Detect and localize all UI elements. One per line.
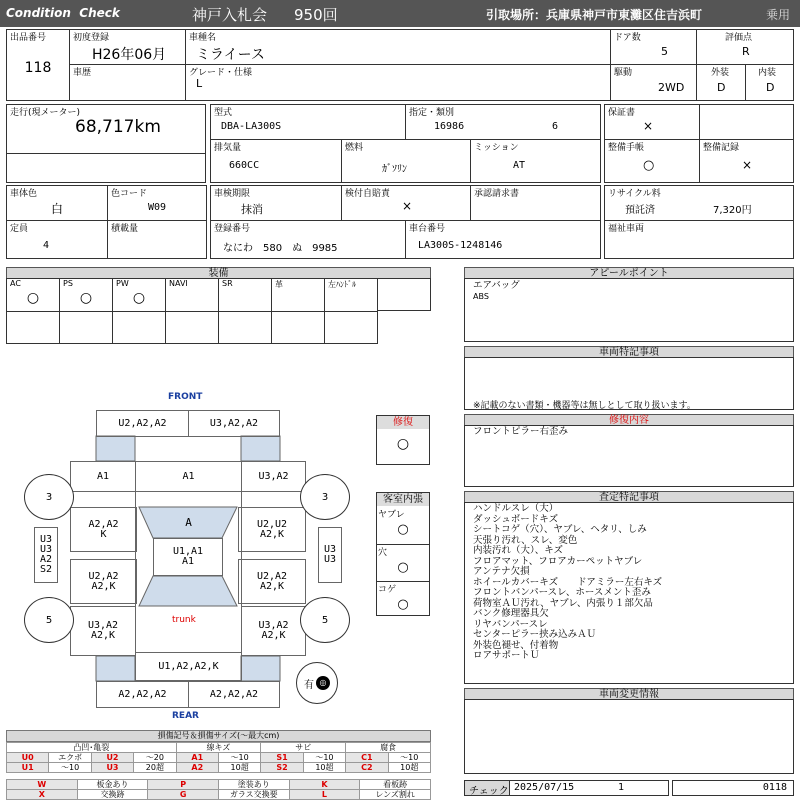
cabin-title: 客室内張 bbox=[377, 493, 429, 506]
inspection-value: 抹消 bbox=[241, 203, 263, 216]
color-code-value: W09 bbox=[148, 202, 167, 213]
inspection-note-line: フロントバンパースレ、ホースメント歪み bbox=[473, 587, 651, 598]
capacity-cell: 定員 4 bbox=[6, 220, 108, 259]
mileage-value: 68,717km bbox=[75, 117, 161, 137]
repair-detail-line: フロントピラー右歪み bbox=[473, 426, 569, 437]
legend-desc: ガラス交換要 bbox=[218, 790, 289, 800]
check-date-cell bbox=[509, 780, 669, 796]
changes-header: 車両変更情報 bbox=[464, 688, 794, 700]
roof: U1,A1 A1 bbox=[153, 538, 223, 576]
appeal-header: アピールポイント bbox=[464, 267, 794, 279]
rear-bumper-right: A2,A2,A2 bbox=[188, 681, 280, 708]
inspection-cell: 車検期限 抹消 bbox=[210, 185, 342, 221]
inspection-note-line: 外装色褪せ、付着物 bbox=[473, 639, 559, 651]
score-value: R bbox=[742, 45, 750, 58]
trunk-lid: U1,A2,A2,K bbox=[135, 652, 242, 681]
equipment-label: PW bbox=[116, 279, 129, 288]
legend-code: U1 bbox=[7, 763, 49, 773]
liability-value: × bbox=[402, 199, 413, 213]
front-right-door: U2,U2 A2,K bbox=[238, 507, 306, 552]
cabin-item-value: ○ bbox=[397, 560, 409, 575]
capacity-value: 4 bbox=[43, 240, 50, 251]
class-number: 6 bbox=[552, 121, 559, 132]
hood-center: A1 bbox=[135, 461, 242, 492]
front-bumper-right: U3,A2,A2 bbox=[188, 410, 280, 437]
model-code-cell: 型式 DBA-LA300S bbox=[210, 104, 406, 140]
manual-value: ○ bbox=[643, 158, 655, 173]
legend-code: L bbox=[289, 790, 360, 800]
hood-left: A1 bbox=[70, 461, 136, 492]
transmission-value: AT bbox=[513, 160, 526, 171]
category-label: 乗用 bbox=[766, 8, 791, 22]
grade-spec-cell: グレード・仕様 L bbox=[185, 64, 611, 101]
appeal-box bbox=[464, 278, 794, 342]
legend-desc: 10超 bbox=[303, 763, 345, 773]
fuel-value: ｶﾞｿﾘﾝ bbox=[382, 164, 407, 175]
drive-cell: 駆動 2WD bbox=[610, 64, 697, 101]
auction-name: 神戸入札会 bbox=[192, 6, 268, 24]
inspection-note-line: バンク修理器具欠 bbox=[473, 608, 549, 619]
equipment-header: 装備 bbox=[6, 267, 431, 279]
load-cell: 積載量 bbox=[107, 220, 207, 259]
auction-session: 950回 bbox=[294, 6, 338, 24]
chassis-cell: 車台番号 LA300S-1248146 bbox=[405, 220, 601, 259]
legend-code: X bbox=[7, 790, 78, 800]
equipment-label: PS bbox=[63, 279, 73, 288]
body-outline bbox=[135, 492, 242, 652]
changes-box bbox=[464, 699, 794, 774]
approval-cell: 承認請求書 bbox=[470, 185, 601, 221]
liability-cell: 検付自賠責 × bbox=[341, 185, 471, 221]
score-cell: 評価点 R bbox=[696, 29, 794, 65]
cabin-item-label: 穴 bbox=[378, 548, 388, 558]
registration-cell: 登録番号 なにわ 580 ぬ 9985 bbox=[210, 220, 406, 259]
front-left-door: A2,A2 K bbox=[70, 507, 137, 552]
windshield: A bbox=[185, 516, 192, 529]
cabin-item-value: ○ bbox=[397, 597, 409, 612]
interior-value: D bbox=[766, 81, 775, 94]
doors-value: 5 bbox=[661, 45, 668, 58]
footer-number-cell bbox=[672, 780, 794, 796]
legend bbox=[6, 730, 431, 800]
chassis-value: LA300S-1248146 bbox=[418, 240, 503, 251]
legend-desc: エクボ bbox=[49, 753, 91, 763]
spare-tire bbox=[296, 662, 338, 704]
trunk-label: trunk bbox=[172, 615, 196, 625]
tire-rear-right: 5 bbox=[300, 597, 350, 643]
repair-value: ○ bbox=[396, 436, 410, 452]
check-count: 1 bbox=[618, 782, 625, 793]
cabin-item-value: ○ bbox=[397, 522, 409, 537]
rear-left-door: U2,A2 A2,K bbox=[70, 559, 137, 604]
spec-number: 16986 bbox=[434, 121, 465, 132]
color-code-cell: 色コード W09 bbox=[107, 185, 207, 221]
legend-desc: 板金あり bbox=[77, 780, 148, 790]
check-date: 2025/07/15 bbox=[514, 782, 575, 793]
legend-desc: 10超 bbox=[388, 763, 430, 773]
legend-desc: 20超 bbox=[134, 763, 176, 773]
inspection-note-line: アンテナ欠損 bbox=[473, 566, 530, 577]
repair-detail-box bbox=[464, 425, 794, 487]
tire-rear-left: 5 bbox=[24, 597, 74, 643]
inspection-note-line: 荷物室ＡＵ汚れ、ヤブレ、内張り１部欠品 bbox=[473, 597, 653, 609]
right-side-panel: U3 U3 bbox=[318, 527, 342, 583]
appeal-line: ABS bbox=[473, 291, 489, 301]
legend-desc: ～10 bbox=[49, 763, 91, 773]
inspection-notes-header: 査定特記事項 bbox=[464, 491, 794, 503]
manual-cell: 整備手帳 ○ bbox=[604, 139, 700, 183]
legend-desc: ～10 bbox=[303, 753, 345, 763]
repair-detail-header: 修復内容 bbox=[464, 414, 794, 426]
spare-tire-icon: ◎ bbox=[316, 676, 330, 690]
inspection-notes-box bbox=[464, 502, 794, 684]
first-reg-cell: 初度登録 H26年06月 bbox=[69, 29, 186, 65]
exterior-value: D bbox=[717, 81, 726, 94]
inspection-note-line: シートコゲ（穴）、ヤブレ、ヘタリ、しみ bbox=[473, 524, 647, 535]
welfare-cell: 福祉車両 bbox=[604, 220, 794, 259]
inspection-note-line: ホイールカバーキズ ドアミラー左右キズ bbox=[473, 576, 663, 588]
cabin-item-label: コゲ bbox=[378, 585, 397, 595]
model-name-cell: 車種名 ミライース bbox=[185, 29, 611, 65]
recycle-fee: 7,320円 bbox=[713, 205, 752, 216]
legend-desc: 10超 bbox=[218, 763, 260, 773]
inspection-note-line: ダッシュボードキズ bbox=[473, 513, 559, 525]
legend-desc: 交換跡 bbox=[77, 790, 148, 800]
cabin-item-label: ヤブレ bbox=[378, 510, 405, 520]
tire-front-right: 3 bbox=[300, 474, 350, 520]
recycle-cell: リサイクル料 預託済 7,320円 bbox=[604, 185, 794, 221]
displacement-cell: 排気量 660CC bbox=[210, 139, 342, 183]
front-label: FRONT bbox=[168, 392, 203, 402]
lot-number: 118 bbox=[24, 60, 52, 76]
rear-bumper-left: A2,A2,A2 bbox=[96, 681, 189, 708]
special-note: ※記載のない書類・機器等は無しとして取り扱います。 bbox=[473, 401, 696, 411]
legend-code: A2 bbox=[176, 763, 218, 773]
legend-desc: ～20 bbox=[134, 753, 176, 763]
spec-class-cell: 指定・類別 16986 6 bbox=[405, 104, 601, 140]
service-record-value: × bbox=[742, 158, 753, 172]
legend-header: 凸凹･亀裂 bbox=[7, 743, 177, 753]
inspection-note-line: ロアサポートＵ bbox=[473, 650, 540, 661]
registration-value: なにわ 580 ぬ 9985 bbox=[223, 243, 338, 254]
legend-header: サビ bbox=[261, 743, 346, 753]
legend-code: S2 bbox=[261, 763, 303, 773]
warranty-cell: 保証書 × bbox=[604, 104, 700, 140]
equipment-value: ○ bbox=[26, 290, 40, 306]
inspection-note-line: フロアマット、フロアカーペットヤブレ bbox=[473, 555, 643, 567]
equipment-value: ○ bbox=[132, 290, 146, 306]
equipment-label: SR bbox=[222, 279, 233, 288]
inspection-note-line: リヤバンパースレ bbox=[473, 618, 548, 630]
legend-code: U3 bbox=[91, 763, 133, 773]
brand-title: Condition Check bbox=[6, 6, 120, 20]
tire-front-left: 3 bbox=[24, 474, 74, 520]
equipment-value: ○ bbox=[79, 290, 93, 306]
inspection-note-line: 内装汚れ（大）、キズ bbox=[473, 545, 564, 556]
legend-header: 腐食 bbox=[346, 743, 431, 753]
legend-code: C1 bbox=[346, 753, 388, 763]
legend-desc: レンズ割れ bbox=[360, 790, 431, 800]
legend-code: C2 bbox=[346, 763, 388, 773]
hood-right: U3,A2 bbox=[241, 461, 306, 492]
equipment-label: NAVI bbox=[169, 279, 188, 288]
recycle-status: 預託済 bbox=[625, 205, 655, 216]
legend-code: W bbox=[7, 780, 78, 790]
footer-number: 0118 bbox=[762, 782, 787, 793]
first-reg-value: H26年06月 bbox=[92, 47, 167, 63]
appeal-line: エアバッグ bbox=[473, 280, 520, 291]
legend-code: U2 bbox=[91, 753, 133, 763]
legend-desc: ～10 bbox=[388, 753, 430, 763]
doors-cell: ドア数 5 bbox=[610, 29, 697, 65]
legend-code: G bbox=[148, 790, 219, 800]
legend-desc: 塗装あり bbox=[218, 780, 289, 790]
interior-cell: 内装 D bbox=[745, 64, 794, 101]
legend-desc: 看板跡 bbox=[360, 780, 431, 790]
body-color-cell: 車体色 白 bbox=[6, 185, 108, 221]
spare-value: 有 bbox=[304, 679, 314, 691]
transmission-cell: ミッション AT bbox=[470, 139, 601, 183]
model-name-value: ミライース bbox=[196, 47, 265, 63]
rear-left-quarter: U3,A2 A2,K bbox=[70, 606, 136, 656]
body-color-value: 白 bbox=[51, 202, 64, 216]
special-header: 車両特記事項 bbox=[464, 346, 794, 358]
equipment-label: 左ﾊﾝﾄﾞﾙ bbox=[328, 280, 356, 289]
model-code-value: DBA-LA300S bbox=[221, 121, 282, 132]
fuel-cell: 燃料 ｶﾞｿﾘﾝ bbox=[341, 139, 471, 183]
legend-code: U0 bbox=[7, 753, 49, 763]
legend-code: K bbox=[289, 780, 360, 790]
check-label-cell: チェック bbox=[464, 780, 510, 796]
legend-code: P bbox=[148, 780, 219, 790]
inspection-note-line: センターピラー挟み込みＡＵ bbox=[473, 629, 597, 640]
equipment-label: 革 bbox=[275, 280, 283, 289]
mileage-cell: 走行(現メーター) 68,717km bbox=[6, 104, 206, 154]
rear-right-door: U2,A2 A2,K bbox=[238, 559, 306, 604]
exterior-cell: 外装 D bbox=[696, 64, 746, 101]
left-side-panel: U3 U3 A2 S2 bbox=[34, 527, 58, 583]
equipment-label: AC bbox=[10, 279, 21, 288]
repair-label: 修復 bbox=[377, 416, 429, 429]
legend-desc: ～10 bbox=[218, 753, 260, 763]
history-cell: 車歴 bbox=[69, 64, 186, 101]
front-bumper-left: U2,A2,A2 bbox=[96, 410, 189, 437]
pickup-location: 引取場所：兵庫県神戸市東灘区住吉浜町 bbox=[486, 8, 703, 22]
inspection-note-line: ハンドルスレ（大） bbox=[473, 503, 559, 514]
warranty-value: × bbox=[643, 119, 654, 133]
special-box bbox=[464, 357, 794, 410]
lot-cell: 出品番号 118 bbox=[6, 29, 70, 101]
rear-right-quarter: U3,A2 A2,K bbox=[241, 606, 306, 656]
warranty-blank bbox=[699, 104, 794, 140]
displacement-value: 660CC bbox=[229, 160, 260, 171]
legend-code: A1 bbox=[176, 753, 218, 763]
legend-code: S1 bbox=[261, 753, 303, 763]
grade-spec-value: L bbox=[196, 77, 203, 90]
rear-label: REAR bbox=[172, 711, 199, 721]
drive-value: 2WD bbox=[658, 81, 685, 94]
legend-header: 線キズ bbox=[176, 743, 261, 753]
service-record-cell: 整備記録 × bbox=[699, 139, 794, 183]
legend-title: 損傷記号＆損傷サイズ(～最大cm) bbox=[6, 730, 431, 742]
inspection-note-line: 天張り汚れ、スレ、変色 bbox=[473, 534, 578, 546]
